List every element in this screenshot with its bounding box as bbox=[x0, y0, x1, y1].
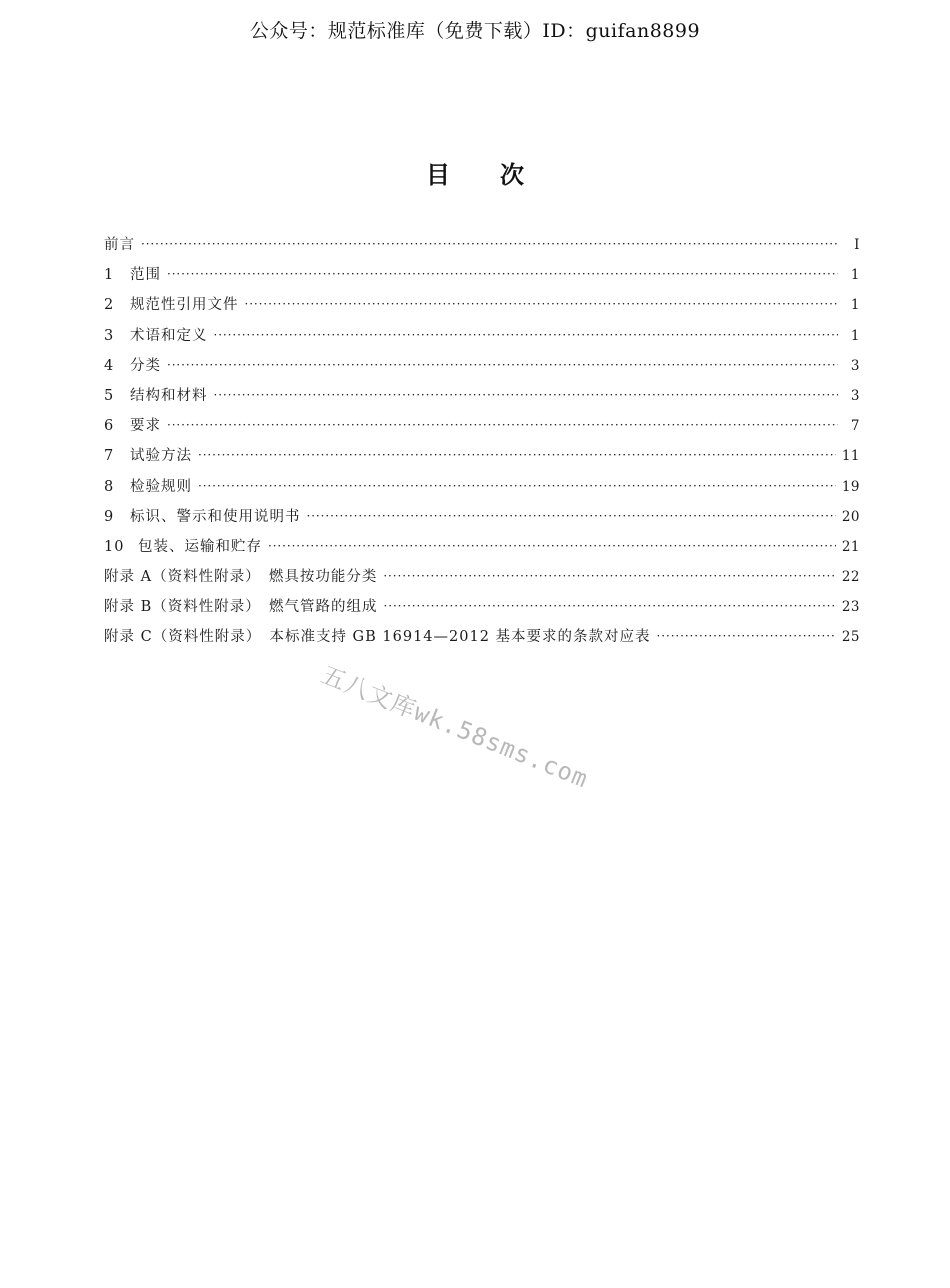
toc-leader-dots bbox=[141, 236, 838, 252]
toc-entry-number: 6 bbox=[104, 418, 115, 435]
toc-entry-label: 试验方法 bbox=[130, 448, 192, 465]
toc-entry-page: 3 bbox=[850, 357, 860, 374]
toc-entry-9[interactable] bbox=[104, 505, 860, 535]
title-char-2: 次 bbox=[500, 161, 524, 189]
toc-entry-label: 附录 B（资料性附录） 燃气管路的组成 bbox=[104, 599, 378, 616]
toc-entry-page: 1 bbox=[850, 267, 860, 284]
toc-entry-page: 7 bbox=[850, 418, 860, 435]
toc-entry-6[interactable] bbox=[104, 414, 860, 444]
toc-entry-appendix-b[interactable] bbox=[104, 595, 860, 625]
toc-entry-page: 21 bbox=[841, 538, 860, 555]
toc-entry-label: 附录 C（资料性附录） 本标准支持 GB 16914—2012 基本要求的条款对应表 bbox=[104, 629, 651, 646]
toc-entry-label: 标识、警示和使用说明书 bbox=[130, 508, 301, 525]
toc-entry-number: 1 bbox=[104, 267, 115, 284]
toc-entry-8[interactable] bbox=[104, 475, 860, 505]
toc-entry-label: 术语和定义 bbox=[130, 327, 208, 344]
toc-entry-label: 附录 A（资料性附录） 燃具按功能分类 bbox=[104, 569, 378, 586]
toc-entry-number: 10 bbox=[104, 538, 125, 555]
toc-entry-10[interactable] bbox=[104, 535, 860, 565]
toc-leader-dots bbox=[198, 478, 836, 494]
toc-leader-dots bbox=[198, 447, 836, 463]
toc-leader-dots bbox=[384, 598, 836, 614]
toc-entry-number: 8 bbox=[104, 478, 115, 495]
toc-entry-4[interactable] bbox=[104, 354, 860, 384]
toc-entry-appendix-c[interactable] bbox=[104, 625, 860, 655]
page-title bbox=[0, 155, 950, 190]
title-char-1: 目 bbox=[426, 161, 450, 189]
toc-leader-dots bbox=[307, 508, 836, 524]
toc-entry-5[interactable] bbox=[104, 384, 860, 414]
toc-entry-preface[interactable] bbox=[104, 233, 860, 263]
toc-entry-2[interactable] bbox=[104, 293, 860, 323]
table-of-contents bbox=[104, 233, 860, 656]
toc-entry-page: 25 bbox=[841, 629, 860, 646]
toc-entry-appendix-a[interactable] bbox=[104, 565, 860, 595]
toc-entry-page: 19 bbox=[841, 478, 860, 495]
toc-leader-dots bbox=[167, 417, 838, 433]
toc-leader-dots bbox=[383, 568, 835, 584]
toc-entry-label: 要求 bbox=[130, 418, 161, 435]
toc-entry-page: 23 bbox=[841, 599, 860, 616]
toc-entry-label: 规范性引用文件 bbox=[130, 297, 239, 314]
watermark: 五八文库wk.58sms.com bbox=[317, 660, 593, 794]
toc-entry-number: 5 bbox=[104, 387, 115, 404]
toc-entry-label: 包装、运输和贮存 bbox=[138, 538, 262, 555]
toc-entry-1[interactable] bbox=[104, 263, 860, 293]
toc-leader-dots bbox=[214, 327, 839, 343]
toc-entry-number: 7 bbox=[104, 448, 115, 465]
toc-entry-page: 1 bbox=[850, 327, 860, 344]
toc-entry-number: 2 bbox=[104, 297, 115, 314]
toc-leader-dots bbox=[657, 628, 836, 644]
toc-entry-label: 结构和材料 bbox=[130, 387, 208, 404]
toc-leader-dots bbox=[214, 387, 839, 403]
toc-entry-page: 3 bbox=[850, 387, 860, 404]
toc-entry-page: Ⅰ bbox=[854, 237, 860, 253]
toc-entry-label: 分类 bbox=[130, 357, 161, 374]
toc-leader-dots bbox=[167, 266, 838, 282]
toc-entry-7[interactable] bbox=[104, 444, 860, 474]
toc-entry-label: 范围 bbox=[130, 267, 161, 284]
toc-entry-number: 3 bbox=[104, 327, 115, 344]
toc-entry-label: 前言 bbox=[104, 237, 135, 253]
toc-entry-page: 22 bbox=[841, 569, 860, 586]
header-source-text: 公众号：规范标准库（免费下载）ID：guifan8899 bbox=[249, 20, 701, 42]
toc-entry-number: 9 bbox=[104, 508, 115, 525]
toc-entry-3[interactable] bbox=[104, 324, 860, 354]
toc-entry-label: 检验规则 bbox=[130, 478, 192, 495]
toc-leader-dots bbox=[167, 357, 838, 373]
toc-entry-number: 4 bbox=[104, 357, 115, 374]
toc-entry-page: 20 bbox=[841, 508, 860, 525]
toc-leader-dots bbox=[268, 538, 836, 554]
toc-leader-dots bbox=[245, 296, 839, 312]
toc-entry-page: 1 bbox=[850, 297, 860, 314]
toc-entry-page: 11 bbox=[841, 448, 860, 465]
